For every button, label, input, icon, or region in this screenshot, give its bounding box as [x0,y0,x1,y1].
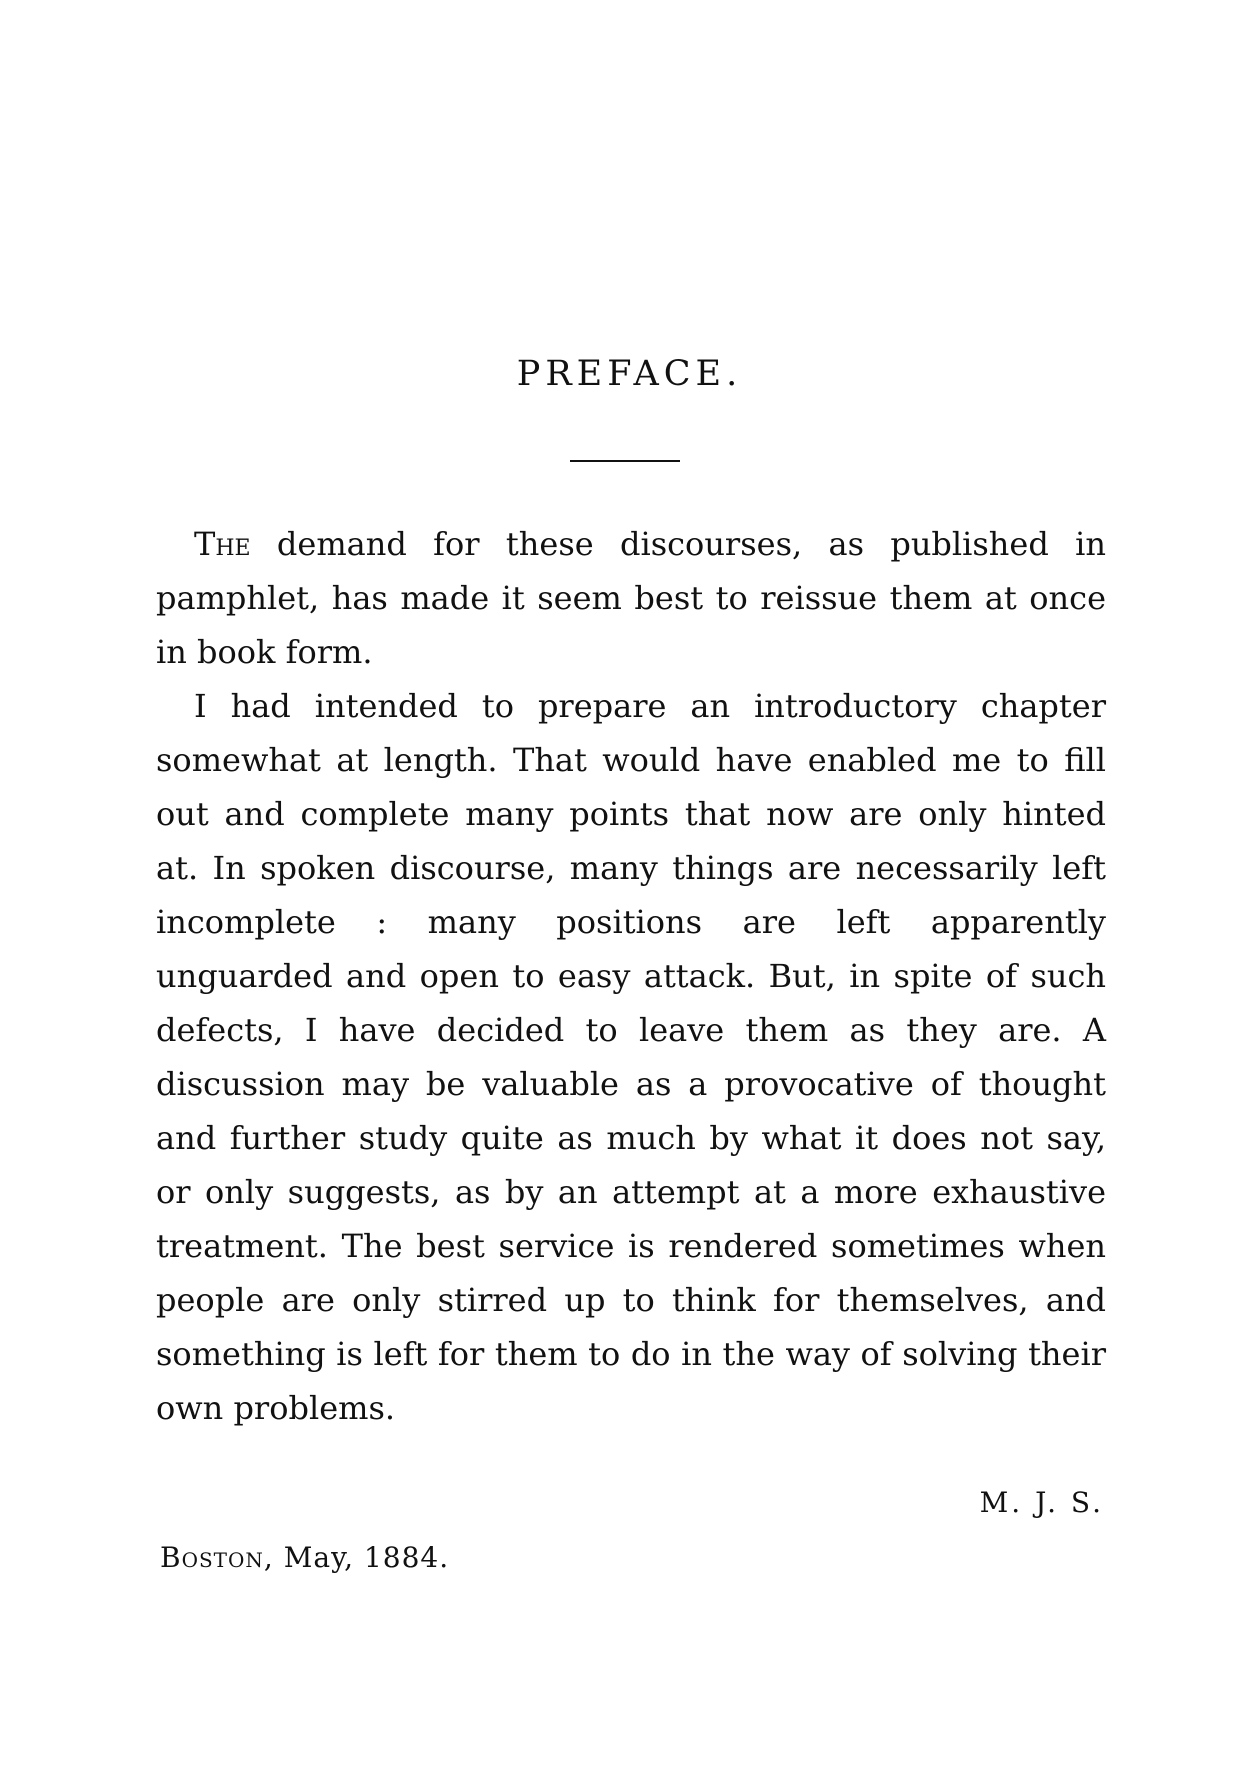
paragraph-2: I had intended to prepare an introductory chapter somewhat at length. That would have enabled me to fill out and complete many points that now are only hinted at. In spoken discourse, many things are necessarily left incomplete : many positions are left apparently unguarded and open to easy attack. But, in spite of such defects, I have decided to leave them as they are. A discussion may be valuable as a provocative of thought and further study quite as much by what it does not say, or only suggests, as by an attempt at a more exhaustive treatment. The best service is rendered sometimes when people are only stirred up to think for themselves, and something is left for them to do in the way of solving their own problems. [156,687,1106,1427]
page-title: PREFACE. [516,354,743,394]
dateline [160,1540,449,1576]
title-rule [570,460,680,462]
author-initials: M. J. S. [979,1486,1104,1519]
paragraph-1 [156,517,1106,679]
paragraph-1-lead: The [194,525,251,563]
preface-body [156,517,1106,1435]
paragraph-1-text: demand for these discourses, as published in pamphlet, has made it seem best to reissue them at once in book form. [156,525,1106,671]
dateline-place: Boston [160,1541,264,1574]
dateline-date: , May, 1884. [263,1541,450,1574]
